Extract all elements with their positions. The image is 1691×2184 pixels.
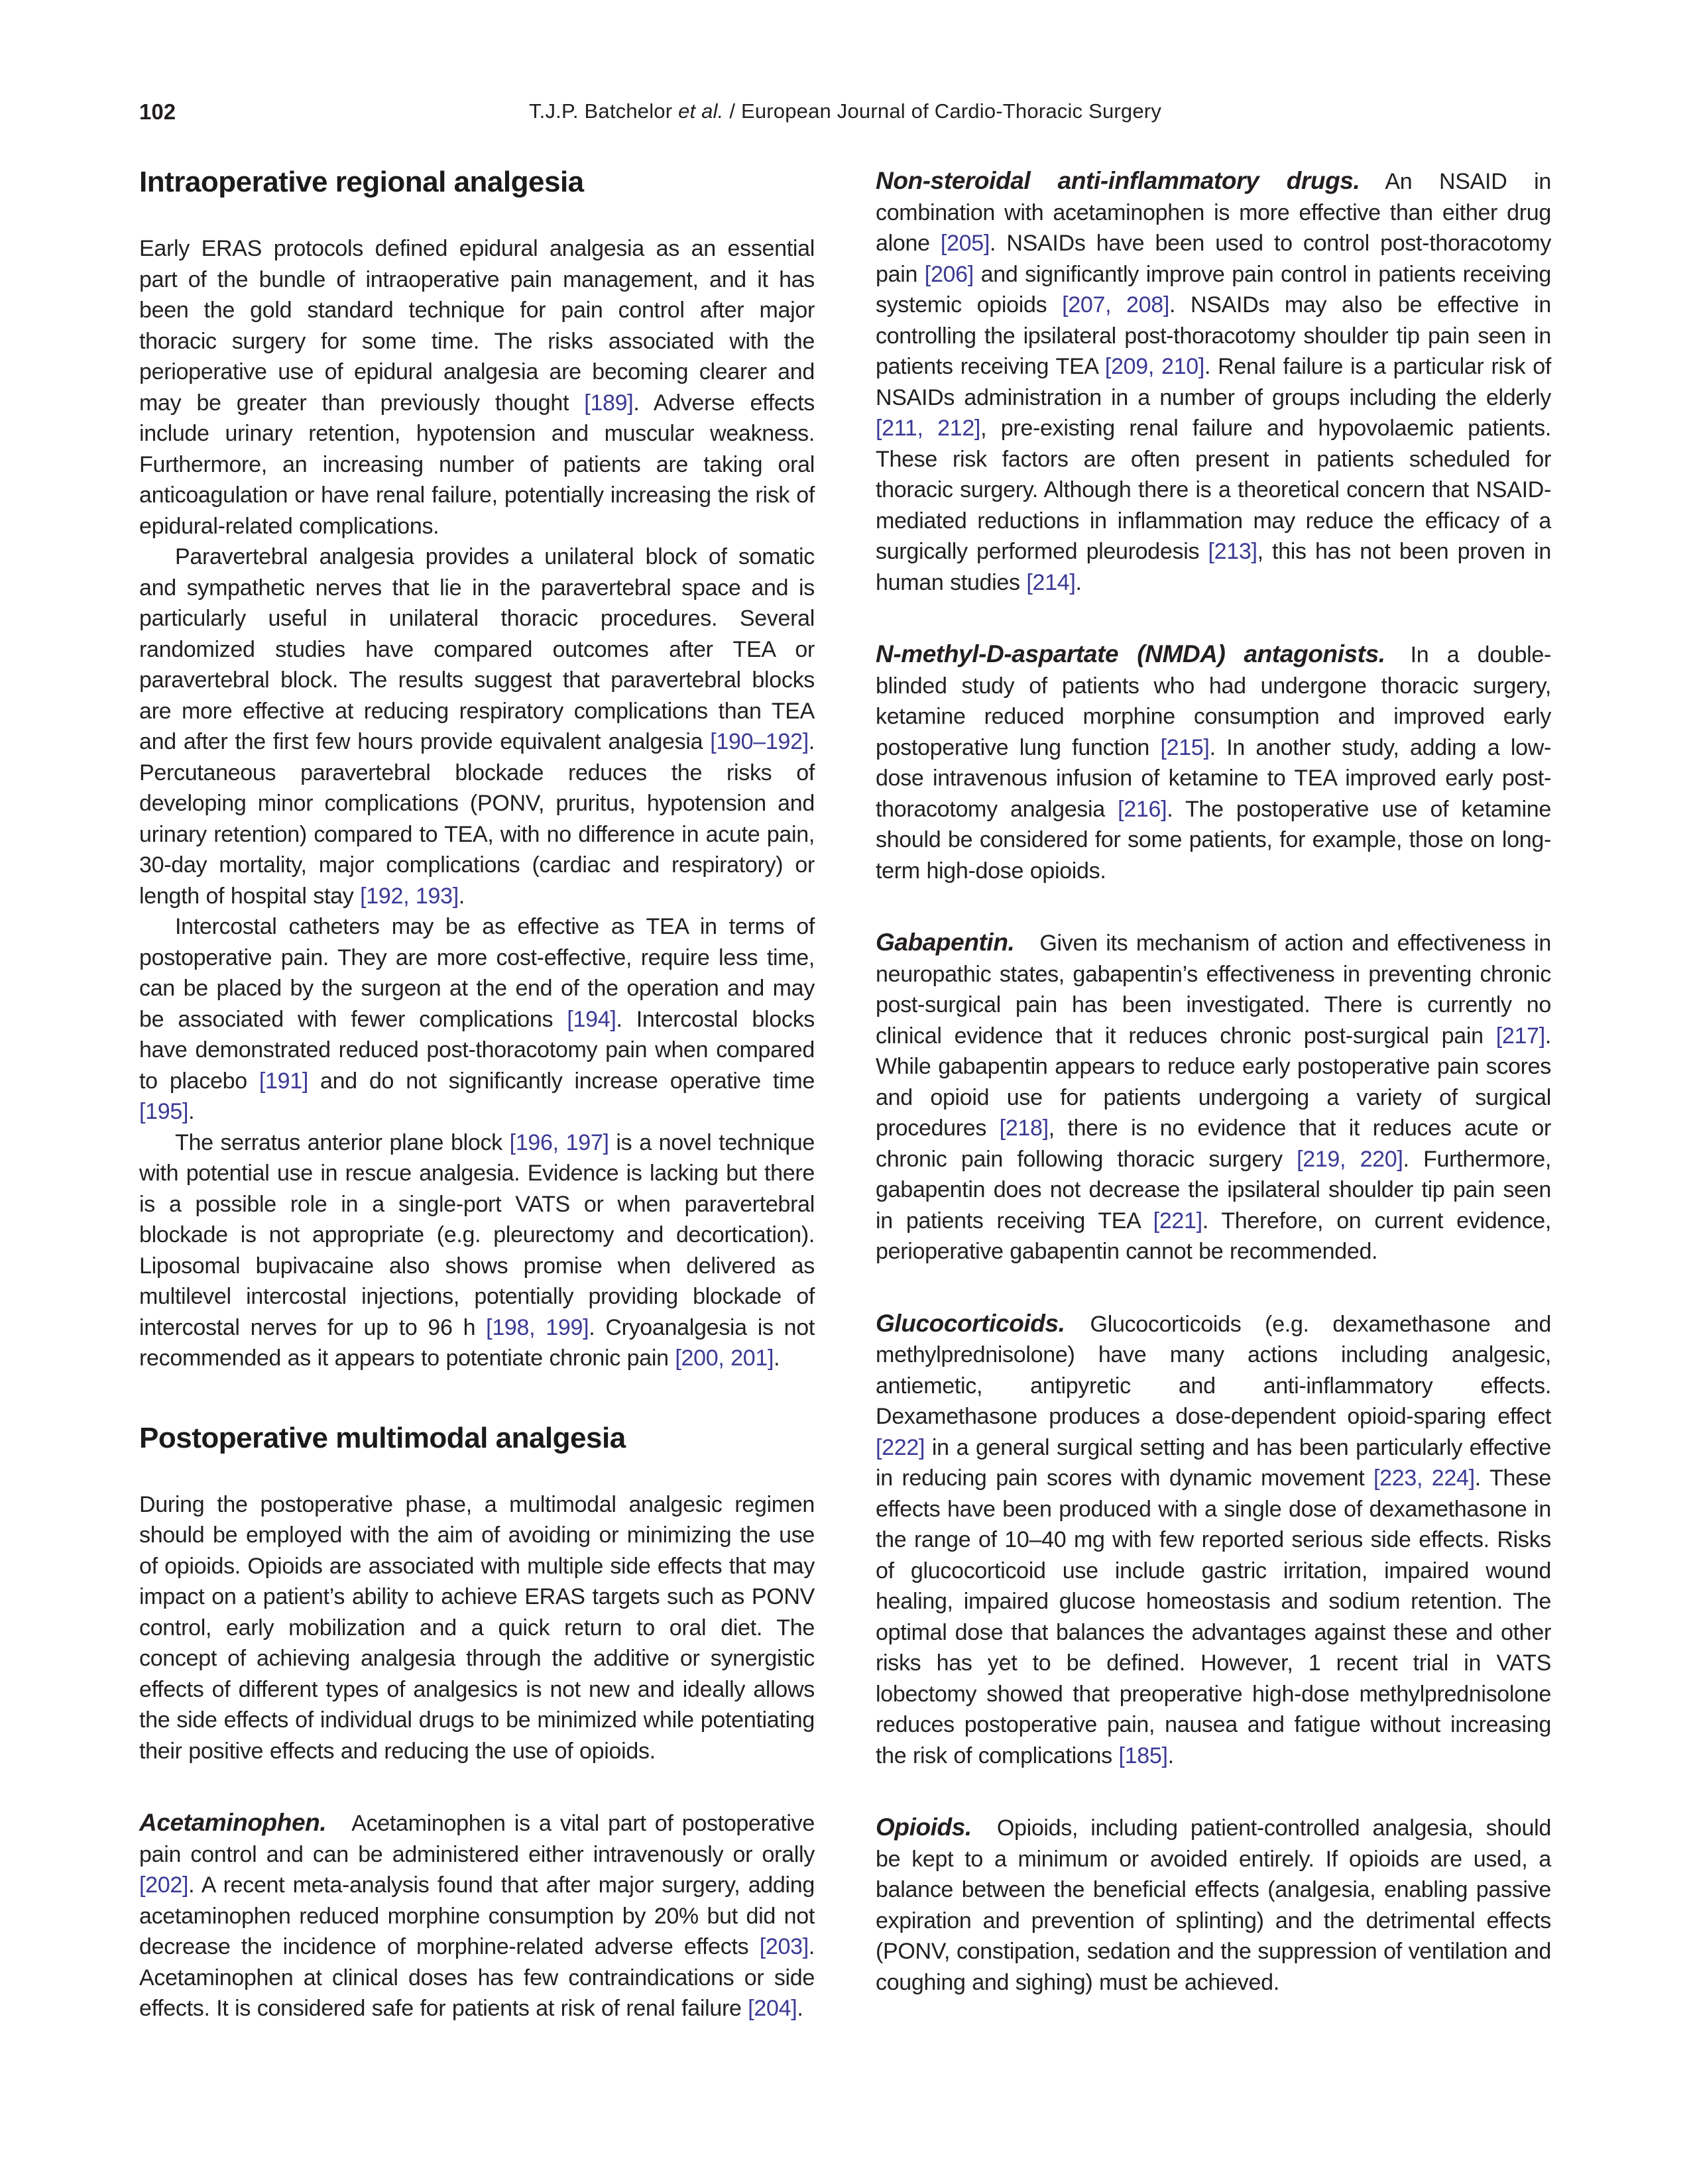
citation-link[interactable]: [196, 197] bbox=[509, 1129, 609, 1155]
citation-link[interactable]: [216] bbox=[1118, 796, 1167, 822]
citation-link[interactable]: [209, 210] bbox=[1104, 354, 1204, 379]
right-column bbox=[876, 166, 1551, 1998]
citation-link[interactable]: [205] bbox=[940, 231, 990, 256]
citation-link[interactable]: [189] bbox=[584, 390, 634, 416]
paragraph-during-postoperative: During the postoperative phase, a multimodal analgesic regimen should be employed with the aim of avoiding or minimizing the use of opioids. Opioids are associated with multiple side effects that may impact on a patient’s ability to achieve ERAS targets such as PONV control, early mobilization and a quick return to oral diet. The concept of achieving analgesia through the additive or synergistic effects of different types of analgesics is not new and ideally allows the side effects of individual drugs to be minimized while potentiating their positive effects and reducing the use of opioids. bbox=[139, 1491, 815, 1764]
page-number: 102 bbox=[139, 99, 176, 124]
section-text-opioids: Opioids, including patient-controlled analgesia, should be kept to a minimum or avoided entirely. If opioids are used, a balance between the beneficial effects (analgesia, enabling passive expiration and prevention of splinting) and the detrimental effects (PONV, constipation, sedation and the suppression of ventilation and coughing and sighing) must be achieved. bbox=[876, 1815, 1551, 1995]
heading-intraoperative-regional-analgesia: Intraoperative regional analgesia bbox=[139, 166, 584, 198]
heading-postoperative-multimodal-analgesia: Postoperative multimodal analgesia bbox=[139, 1421, 626, 1454]
section-text-glucocorticoids: Glucocorticoids (e.g. dexamethasone and methylprednisolone) have many actions including analgesic, antiemetic, antipyretic and anti-inflammatory effects. Dexamethasone produces a dose-dependent opioid-sparing effect [222] in a general surgical setting and has been particularly effective in reducing pain scores with dynamic movement [223, 224]. These effects have been produced with a single dose of dexamethasone in the range of 10–40 mg with few reported serious side effects. Risks of glucocorticoid use include gastric irritation, impaired wound healing, impaired glucose homeostasis and sodium retention. The optimal dose that balances the advantages against these and other risks has yet to be defined. However, 1 recent trial in VATS lobectomy showed that preoperative high-dose methylprednisolone reduces postoperative pain, nausea and fatigue without increasing the risk of complications [185]. bbox=[876, 1311, 1551, 1768]
runin-heading-gabapentin: Gabapentin. bbox=[876, 929, 1015, 956]
section-opioids bbox=[876, 1812, 1551, 1998]
section-glucocorticoids bbox=[876, 1308, 1551, 1772]
citation-link[interactable]: [218] bbox=[999, 1116, 1049, 1141]
running-head-journal: / European Journal of Cardio-Thoracic Surgery bbox=[723, 99, 1162, 123]
section-gabapentin bbox=[876, 927, 1551, 1267]
runin-heading-acetaminophen: Acetaminophen. bbox=[139, 1809, 327, 1836]
citation-link[interactable]: [223, 224] bbox=[1373, 1466, 1475, 1491]
runin-heading-nsaids: Non-steroidal anti-inflammatory drugs. bbox=[876, 167, 1360, 194]
citation-link[interactable]: [204] bbox=[748, 1996, 797, 2021]
section-text-nsaids: An NSAID in combination with acetaminophen is more effective than either drug alone [205]. NSAIDs have been used to control post-thoracotomy pain [206] and significantly improve pain control in patients receiving systemic opioids [207, 208]. NSAIDs may also be effective in controlling the ipsilateral post-thoracotomy shoulder tip pain seen in patients receiving TEA [209, 210]. Renal failure is a particular risk of NSAIDs administration in a number of groups including the elderly [211, 212], pre-existing renal failure and hypovolaemic patients. These risk factors are often present in patients scheduled for thoracic surgery. Although there is a theoretical concern that NSAID-mediated reductions in inflammation may reduce the efficacy of a surgically performed pleurodesis [213], this has not been proven in human studies [214]. bbox=[876, 169, 1552, 595]
citation-link[interactable]: [191] bbox=[259, 1068, 308, 1094]
citation-link[interactable]: [195] bbox=[139, 1099, 189, 1124]
running-header bbox=[139, 99, 1551, 129]
citation-link[interactable]: [215] bbox=[1160, 734, 1210, 760]
section-text-nmda-antagonists: In a double-blinded study of patients who had undergone thoracic surgery, ketamine reduced morphine consumption and improved early postoperative lung function [215]. In another study, adding a low-dose intravenous infusion of ketamine to TEA improved early post-thoracotomy analgesia [216]. The postoperative use of ketamine should be considered for some patients, for example, those on long-term high-dose opioids. bbox=[876, 642, 1551, 884]
citation-link[interactable]: [206] bbox=[924, 261, 974, 287]
citation-link[interactable]: [211, 212] bbox=[876, 416, 981, 441]
citation-link[interactable]: [192, 193] bbox=[360, 883, 459, 909]
two-column-body bbox=[139, 166, 1551, 2024]
citation-link[interactable]: [185] bbox=[1118, 1743, 1168, 1768]
paragraph-intercostal: Intercostal catheters may be as effective as TEA in terms of postoperative pain. They are more cost-effective, require less time, can be placed by the surgeon at the end of the operation and may be associated with fewer complications [194]. Intercostal blocks have demonstrated reduced post-thoracotomy pain when compared to placebo [191] and do not significantly increase operative time [195]. bbox=[139, 914, 815, 1124]
running-head bbox=[139, 99, 1551, 123]
running-head-etal: et al. bbox=[678, 99, 724, 123]
paragraph-early-eras: Early ERAS protocols defined epidural analgesia as an essential part of the bundle of intraoperative pain management, and it has been the gold standard technique for pain control after major thoracic surgery for some time. The risks associated with the perioperative use of epidural analgesia are becoming clearer and may be greater than previously thought [189]. Adverse effects include urinary retention, hypotension and muscular weakness. Furthermore, an increasing number of patients are taking oral anticoagulation or have renal failure, potentially increasing the risk of epidural-related complications. bbox=[139, 236, 815, 539]
citation-link[interactable]: [217] bbox=[1495, 1023, 1545, 1049]
section-nmda-antagonists bbox=[876, 639, 1551, 886]
paragraph-paravertebral: Paravertebral analgesia provides a unilateral block of somatic and sympathetic nerves that lie in the paravertebral space and is particularly useful in unilateral thoracic procedures. Several randomized studies have compared outcomes after TEA or paravertebral block. The results suggest that paravertebral blocks are more effective at reducing respiratory complications than TEA and after the first few hours provide equivalent analgesia [190–192]. Percutaneous paravertebral blockade reduces the risks of developing minor complications (PONV, pruritus, hypotension and urinary retention) compared to TEA, with no difference in acute pain, 30-day mortality, major complications (cardiac and respiratory) or length of hospital stay [192, 193]. bbox=[139, 544, 815, 909]
citation-link[interactable]: [214] bbox=[1026, 569, 1076, 595]
section-text-acetaminophen: Acetaminophen is a vital part of postoperative pain control and can be administered either intravenously or orally [202]. A recent meta-analysis found that after major surgery, adding acetaminophen reduced morphine consumption by 20% but did not decrease the incidence of morphine-related adverse effects [203]. Acetaminophen at clinical doses has few contraindications or side effects. It is considered safe for patients at risk of renal failure [204]. bbox=[139, 1811, 815, 2021]
citation-link[interactable]: [190–192] bbox=[710, 729, 809, 754]
runin-heading-nmda-antagonists: N-methyl-D-aspartate (NMDA) antagonists. bbox=[876, 640, 1385, 667]
citation-link[interactable]: [203] bbox=[759, 1934, 809, 1959]
left-column bbox=[139, 166, 815, 2024]
citation-link[interactable]: [207, 208] bbox=[1062, 292, 1169, 317]
citation-link[interactable]: [194] bbox=[567, 1006, 616, 1032]
section-acetaminophen bbox=[139, 1808, 815, 2024]
running-head-author: T.J.P. Batchelor bbox=[528, 99, 679, 123]
citation-link[interactable]: [213] bbox=[1208, 539, 1257, 564]
citation-link[interactable]: [200, 201] bbox=[675, 1346, 774, 1371]
runin-heading-opioids: Opioids. bbox=[876, 1813, 972, 1841]
citation-link[interactable]: [222] bbox=[876, 1434, 925, 1460]
citation-link[interactable]: [219, 220] bbox=[1297, 1146, 1403, 1172]
section-nsaids bbox=[876, 166, 1551, 598]
paragraph-serratus: The serratus anterior plane block [196, 197] is a novel technique with potential use in rescue analgesia. Evidence is lacking but there is a possible role in a single-port VATS or when paravertebral blockade is not appropriate (e.g. pleurectomy and decortication). Liposomal bupivacaine also shows promise when delivered as multilevel intercostal injections, potentially providing blockade of intercostal nerves for up to 96 h [198, 199]. Cryoanalgesia is not recommended as it appears to potentiate chronic pain [200, 201]. bbox=[139, 1129, 815, 1371]
runin-heading-glucocorticoids: Glucocorticoids. bbox=[876, 1309, 1065, 1337]
citation-link[interactable]: [198, 199] bbox=[486, 1314, 589, 1340]
citation-link[interactable]: [221] bbox=[1153, 1208, 1202, 1234]
section-text-gabapentin: Given its mechanism of action and effectiveness in neuropathic states, gabapentin’s effectiveness in preventing chronic post-surgical pain has been investigated. There is currently no clinical evidence that it reduces chronic post-surgical pain [217]. While gabapentin appears to reduce early postoperative pain scores and opioid use for patients undergoing a variety of surgical procedures [218], there is no evidence that it reduces acute or chronic pain following thoracic surgery [219, 220]. Furthermore, gabapentin does not decrease the ipsilateral shoulder tip pain seen in patients receiving TEA [221]. Therefore, on current evidence, perioperative gabapentin cannot be recommended. bbox=[876, 931, 1551, 1264]
citation-link[interactable]: [202] bbox=[139, 1872, 189, 1898]
